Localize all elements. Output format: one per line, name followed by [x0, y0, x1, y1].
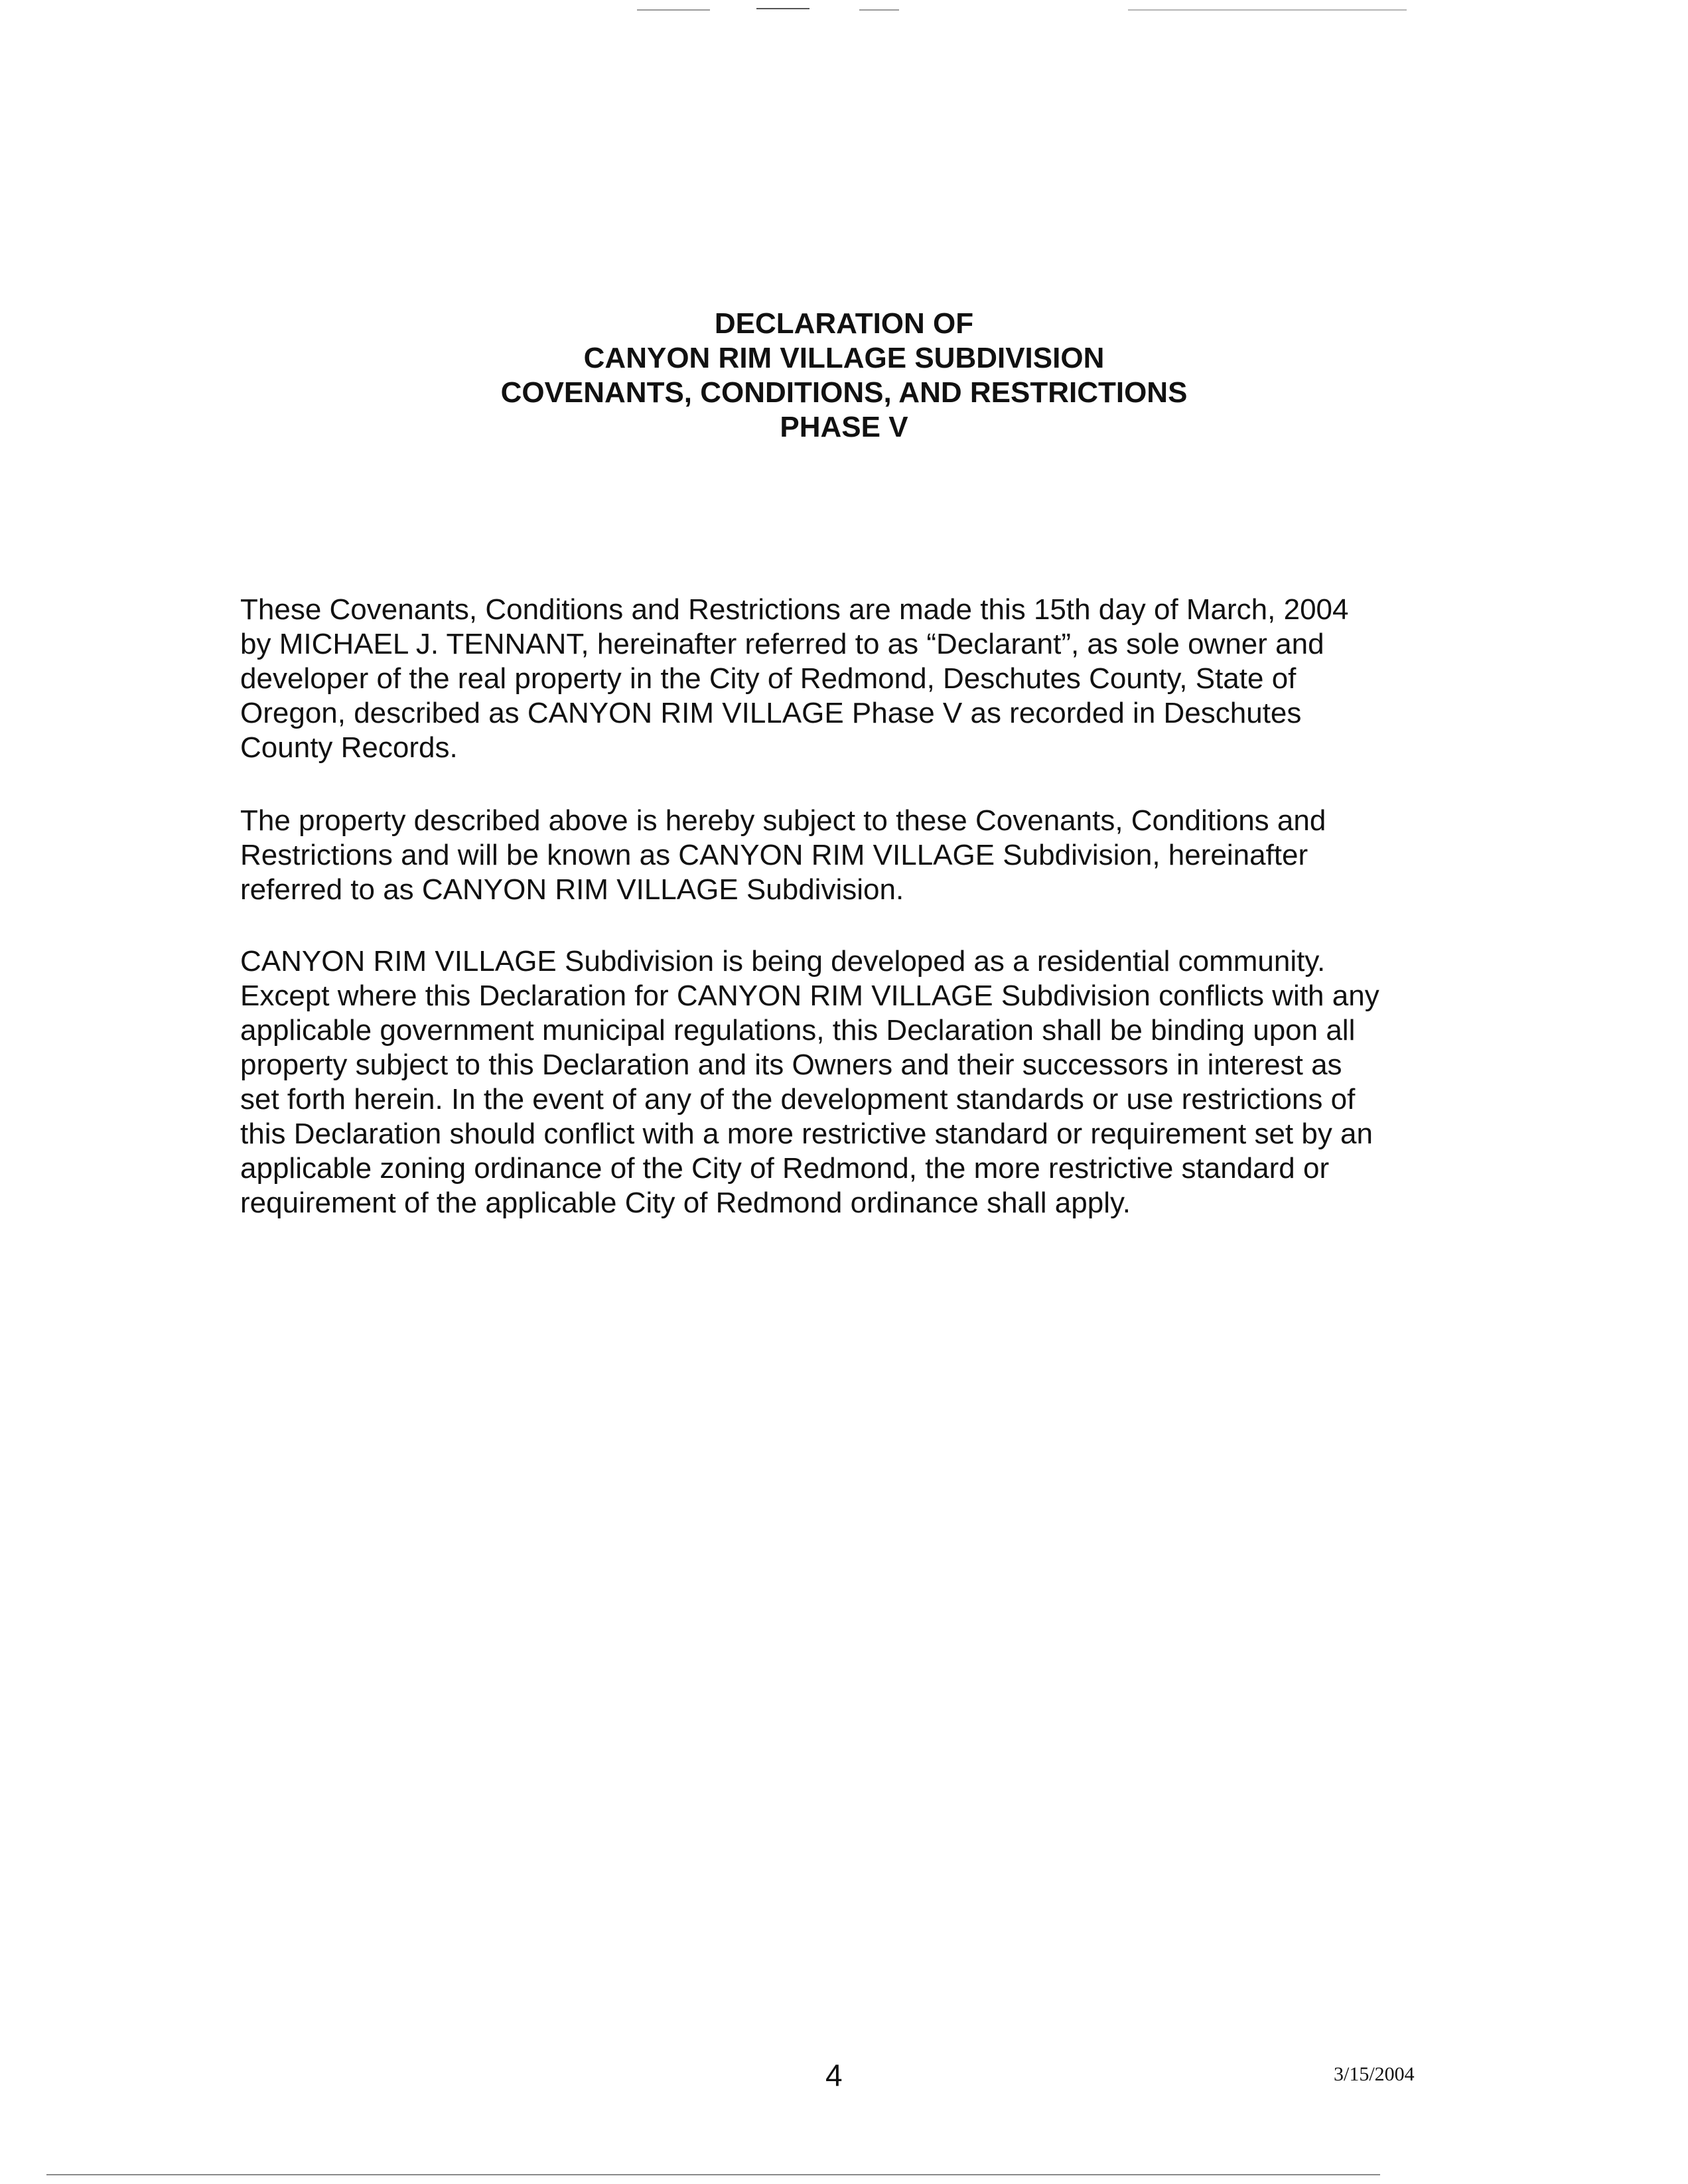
title-line-4: PHASE V	[780, 411, 908, 443]
paragraph-intro-line-3: developer of the real property in the City of Redmond, Deschutes County, State of	[240, 662, 1297, 695]
scan-artifact-bottom-line	[46, 2174, 1380, 2175]
paragraph-community-line-5: set forth herein. In the event of any of the development standards or use restrictions of	[240, 1083, 1356, 1116]
scan-artifact-top-line-1	[637, 9, 710, 11]
paragraph-intro	[240, 593, 1448, 765]
scan-artifact-top-line-4	[1128, 9, 1407, 11]
paragraph-community-line-7: applicable zoning ordinance of the City of Redmond, the more restrictive standard or	[240, 1152, 1330, 1185]
document-title	[0, 307, 1688, 445]
paragraph-community-line-1: CANYON RIM VILLAGE Subdivision is being developed as a residential community.	[240, 945, 1326, 978]
title-line-3: COVENANTS, CONDITIONS, AND RESTRICTIONS	[500, 376, 1188, 409]
title-line-1: DECLARATION OF	[714, 307, 974, 340]
paragraph-community	[240, 944, 1448, 1220]
footer-date: 3/15/2004	[1334, 2063, 1415, 2085]
paragraph-community-line-6: this Declaration should conflict with a more restrictive standard or requirement set by an	[240, 1118, 1373, 1150]
paragraph-community-line-3: applicable government municipal regulations, this Declaration shall be binding upon all	[240, 1014, 1356, 1047]
paragraph-intro-line-4: Oregon, described as CANYON RIM VILLAGE Phase V as recorded in Deschutes	[240, 697, 1302, 729]
paragraph-property-line-1: The property described above is hereby subject to these Covenants, Conditions and	[240, 804, 1326, 837]
paragraph-intro-line-5: County Records.	[240, 731, 458, 764]
paragraph-property	[240, 804, 1448, 907]
paragraph-property-line-2: Restrictions and will be known as CANYON RIM VILLAGE Subdivision, hereinafter	[240, 839, 1308, 871]
title-line-2: CANYON RIM VILLAGE SUBDIVISION	[583, 342, 1105, 374]
scan-artifact-top-line-2	[756, 8, 809, 9]
paragraph-community-line-2: Except where this Declaration for CANYON RIM VILLAGE Subdivision conflicts with any	[240, 980, 1379, 1012]
page-number: 4	[825, 2058, 843, 2092]
paragraph-intro-line-2: by MICHAEL J. TENNANT, hereinafter referred to as “Declarant”, as sole owner and	[240, 628, 1324, 660]
scan-artifact-top-line-3	[859, 9, 899, 11]
paragraph-property-line-3: referred to as CANYON RIM VILLAGE Subdivision.	[240, 873, 904, 906]
paragraph-community-line-8: requirement of the applicable City of Redmond ordinance shall apply.	[240, 1187, 1131, 1219]
paragraph-community-line-4: property subject to this Declaration and its Owners and their successors in interest as	[240, 1049, 1342, 1081]
paragraph-intro-line-1: These Covenants, Conditions and Restrictions are made this 15th day of March, 2004	[240, 593, 1349, 626]
